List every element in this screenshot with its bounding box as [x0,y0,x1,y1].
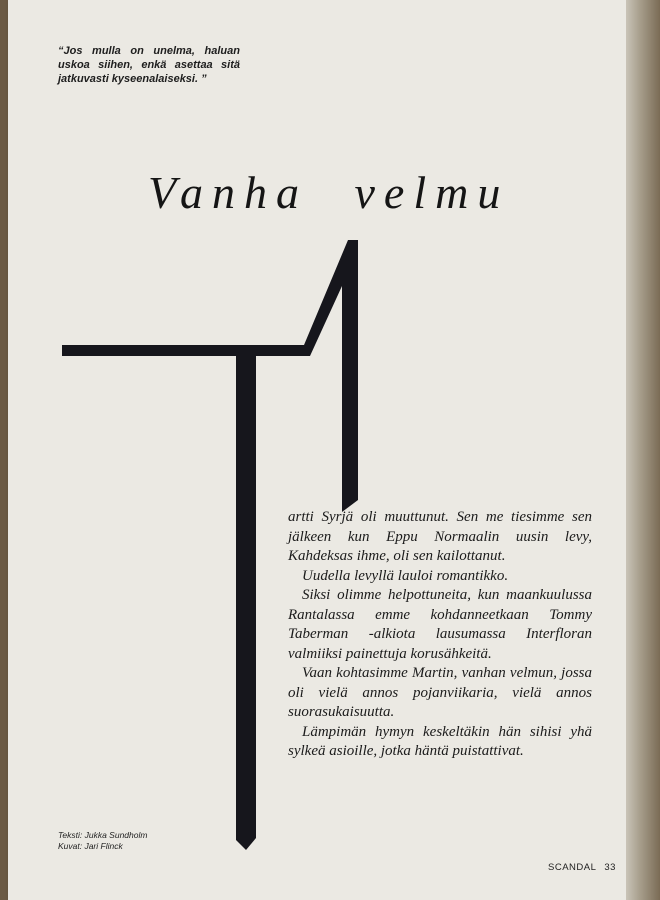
credits [58,830,147,852]
paragraph: Vaan kohtasimme Martin, vanhan velmun, jossa oli vielä annos pojanviikaria, vielä annos suorasukaisuutta. [288,665,592,720]
pull-quote: “Jos mulla on unelma, haluan uskoa siihen, enkä asettaa sitä jatkuvasti kyseenalaiseksi. ” [58,45,240,85]
page-number: 33 [604,862,616,873]
magazine-name: SCANDAL [548,862,597,873]
credit-photos: Kuvat: Jari Flinck [58,841,123,851]
article-title: Vanha velmu [148,167,510,218]
credit-text: Teksti: Jukka Sundholm [58,830,148,840]
paragraph: Siksi olimme helpottuneita, kun maankuulussa Rantalassa emme kohdanneetkaan Tommy Taberman -alkiota lausumassa Interfloran valmiiksi painettuja korusähkeitä. [288,587,592,662]
drop-cap-bar [62,240,358,512]
paragraph: Uudella levyllä lauloi romantikko. [302,567,509,584]
drop-cap-stem [236,352,256,850]
page-footer [548,862,616,873]
paragraph: artti Syrjä oli muuttunut. Sen me tiesimme sen jälkeen kun Eppu Normaalin uusin levy, Kahdeksas ihme, oli sen kailottanut. [288,509,592,564]
article-body [288,508,592,762]
paragraph: Lämpimän hymyn keskeltäkin hän sihisi yhä sylkeä asioille, jotka häntä puistattivat. [288,723,592,759]
